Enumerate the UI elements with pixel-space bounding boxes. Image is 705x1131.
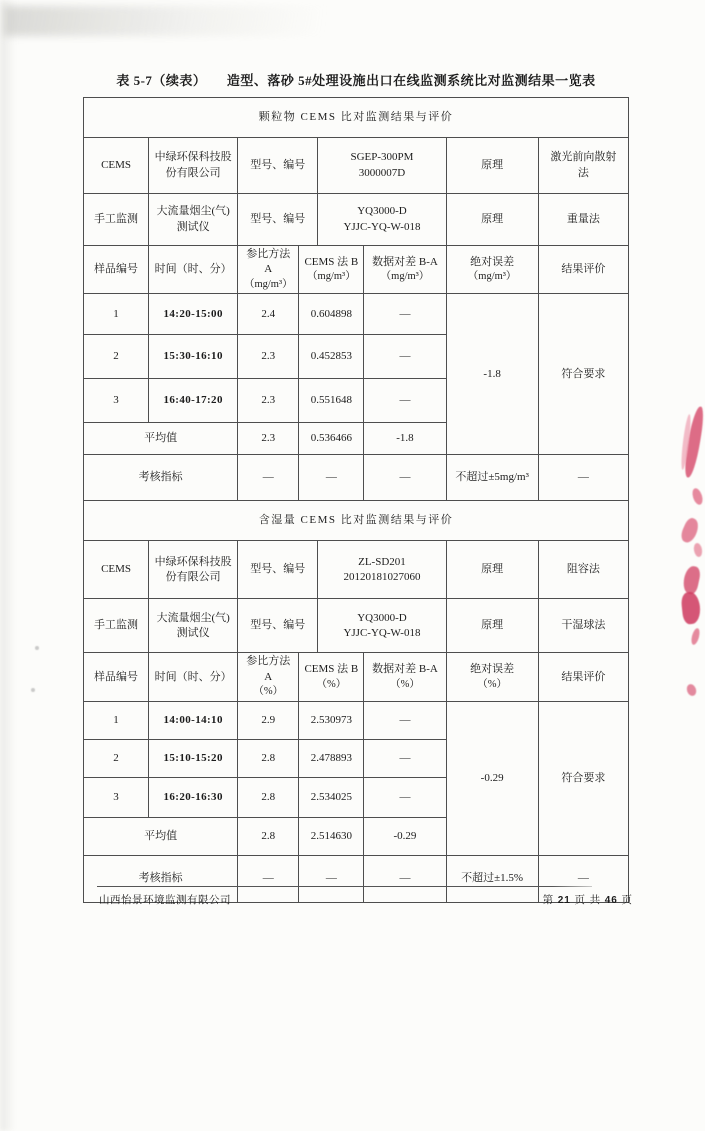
page-number: 21 xyxy=(557,895,571,906)
cell-cems-role: CEMS xyxy=(84,138,149,194)
cell-assessment-ref: — xyxy=(238,855,299,902)
cell-manual-device: 大流量烟尘(气)测试仪 xyxy=(149,194,238,246)
model-line2: YJJC-YQ-W-018 xyxy=(343,220,421,233)
cell-diff-value: — xyxy=(364,379,446,423)
stamp-mark xyxy=(679,516,702,545)
cell-manual-model xyxy=(318,599,446,653)
model-line1: SGEP-300PM xyxy=(350,151,414,164)
cell-time: 16:20-16:30 xyxy=(149,777,238,817)
cell-cems-principle: 激光前向散射法 xyxy=(538,138,628,194)
stamp-mark xyxy=(681,565,701,596)
cell-assessment-ref: — xyxy=(238,455,299,501)
cell-time: 16:40-17:20 xyxy=(149,379,238,423)
cell-assessment-result: — xyxy=(538,855,628,902)
scan-shadow-left xyxy=(0,0,16,1131)
cell-model-label: 型号、编号 xyxy=(238,541,318,599)
page-label-prefix: 第 xyxy=(542,895,555,906)
cell-manual-role: 手工监测 xyxy=(84,194,149,246)
scan-speck xyxy=(31,688,35,692)
cell-assessment-diff: — xyxy=(364,455,446,501)
col-header-abs-error: 绝对误差 （%） xyxy=(446,653,538,701)
col-header-result: 结果评价 xyxy=(538,653,628,701)
cell-cems-model xyxy=(318,138,446,194)
cell-manual-principle: 干湿球法 xyxy=(538,599,628,653)
cell-model-label: 型号、编号 xyxy=(238,194,318,246)
model-line1: YQ3000-D xyxy=(357,205,407,218)
cell-manual-device: 大流量烟尘(气)测试仪 xyxy=(149,599,238,653)
stamp-mark xyxy=(690,627,701,645)
cell-average-label: 平均值 xyxy=(84,817,238,855)
cell-sample-no: 2 xyxy=(84,739,149,777)
model-line2: YJJC-YQ-W-018 xyxy=(343,626,421,639)
cell-diff-value: — xyxy=(364,777,446,817)
section-title-moisture: 含湿量 CEMS 比对监测结果与评价 xyxy=(84,501,629,541)
cell-cems-model xyxy=(318,541,446,599)
cell-diff-value: — xyxy=(364,739,446,777)
cell-average-cems: 2.514630 xyxy=(299,817,364,855)
model-line1: YQ3000-D xyxy=(357,611,407,624)
cell-sample-no: 3 xyxy=(84,379,149,423)
stamp-mark xyxy=(680,591,701,625)
cell-assessment-cems: — xyxy=(299,855,364,902)
cell-assessment-label: 考核指标 xyxy=(84,455,238,501)
cell-assessment-label: 考核指标 xyxy=(84,855,238,902)
cell-model-label: 型号、编号 xyxy=(238,599,318,653)
cell-average-diff: -0.29 xyxy=(364,817,446,855)
cell-ref-value: 2.3 xyxy=(238,335,299,379)
cell-average-diff: -1.8 xyxy=(364,423,446,455)
col-header-time: 时间（时、分） xyxy=(149,653,238,701)
cell-cems-role: CEMS xyxy=(84,541,149,599)
page-label-suffix: 页 xyxy=(621,895,633,906)
col-header-result: 结果评价 xyxy=(538,246,628,294)
col-header-cems: CEMS 法 B （mg/m³） xyxy=(299,246,364,294)
cell-principle-label: 原理 xyxy=(446,599,538,653)
cell-average-cems: 0.536466 xyxy=(299,423,364,455)
col-header-sample: 样品编号 xyxy=(84,653,149,701)
col-header-reference: 参比方法 A （mg/m³） xyxy=(238,246,299,294)
scan-speck xyxy=(35,646,39,650)
model-line2: 3000007D xyxy=(358,166,406,179)
cell-time: 15:10-15:20 xyxy=(149,739,238,777)
model-line1: ZL-SD201 xyxy=(358,555,406,568)
cell-ref-value: 2.4 xyxy=(238,294,299,335)
cell-cems-vendor: 中绿环保科技股份有限公司 xyxy=(149,138,238,194)
cell-assessment-abs: 不超过±5mg/m³ xyxy=(446,455,538,501)
scan-shadow-top xyxy=(4,6,324,36)
cell-ref-value: 2.3 xyxy=(238,379,299,423)
footer-page-indicator xyxy=(543,892,633,907)
col-header-diff: 数据对差 B-A （mg/m³） xyxy=(364,246,446,294)
cell-principle-label: 原理 xyxy=(446,541,538,599)
cell-diff-value: — xyxy=(364,335,446,379)
cell-diff-value: — xyxy=(364,701,446,739)
section-title-particulate: 颗粒物 CEMS 比对监测结果与评价 xyxy=(84,98,629,138)
cell-time: 15:30-16:10 xyxy=(149,335,238,379)
stamp-mark xyxy=(685,683,698,697)
cell-cems-value: 2.534025 xyxy=(299,777,364,817)
cell-cems-vendor: 中绿环保科技股份有限公司 xyxy=(149,541,238,599)
cell-average-ref: 2.3 xyxy=(238,423,299,455)
cell-ref-value: 2.8 xyxy=(238,739,299,777)
cell-sample-no: 2 xyxy=(84,335,149,379)
cell-cems-value: 2.478893 xyxy=(299,739,364,777)
footer-rule xyxy=(97,886,592,887)
col-header-abs-error: 绝对误差 （mg/m³） xyxy=(446,246,538,294)
cell-diff-value: — xyxy=(364,294,446,335)
col-header-time: 时间（时、分） xyxy=(149,246,238,294)
footer-company: 山西怡景环境监测有限公司 xyxy=(99,895,231,906)
cell-sample-no: 3 xyxy=(84,777,149,817)
cell-sample-no: 1 xyxy=(84,701,149,739)
stamp-mark xyxy=(691,487,705,506)
cell-ref-value: 2.8 xyxy=(238,777,299,817)
col-header-sample: 样品编号 xyxy=(84,246,149,294)
cell-assessment-abs: 不超过±1.5% xyxy=(446,855,538,902)
cell-principle-label: 原理 xyxy=(446,194,538,246)
cell-abs-error-merged: -0.29 xyxy=(446,701,538,855)
cell-evaluation-merged: 符合要求 xyxy=(538,701,628,855)
cell-time: 14:20-15:00 xyxy=(149,294,238,335)
cell-cems-value: 0.452853 xyxy=(299,335,364,379)
cell-manual-principle: 重量法 xyxy=(538,194,628,246)
stamp-mark xyxy=(693,542,703,557)
col-header-reference: 参比方法 A （%） xyxy=(238,653,299,701)
cell-time: 14:00-14:10 xyxy=(149,701,238,739)
cell-principle-label: 原理 xyxy=(446,138,538,194)
cell-cems-value: 2.530973 xyxy=(299,701,364,739)
page-label-middle: 页 共 xyxy=(574,895,602,906)
cell-average-ref: 2.8 xyxy=(238,817,299,855)
cell-cems-principle: 阻容法 xyxy=(538,541,628,599)
cell-manual-model xyxy=(318,194,446,246)
cell-ref-value: 2.9 xyxy=(238,701,299,739)
cell-average-label: 平均值 xyxy=(84,423,238,455)
cell-cems-value: 0.551648 xyxy=(299,379,364,423)
cell-evaluation-merged: 符合要求 xyxy=(538,294,628,455)
cell-cems-value: 0.604898 xyxy=(299,294,364,335)
cell-assessment-result: — xyxy=(538,455,628,501)
cell-assessment-cems: — xyxy=(299,455,364,501)
cell-manual-role: 手工监测 xyxy=(84,599,149,653)
page-total: 46 xyxy=(604,895,618,906)
cell-model-label: 型号、编号 xyxy=(238,138,318,194)
col-header-cems: CEMS 法 B （%） xyxy=(299,653,364,701)
monitoring-results-table xyxy=(83,97,629,903)
model-line2: 20120181027060 xyxy=(343,570,421,583)
cell-assessment-diff: — xyxy=(364,855,446,902)
cell-abs-error-merged: -1.8 xyxy=(446,294,538,455)
cell-sample-no: 1 xyxy=(84,294,149,335)
col-header-diff: 数据对差 B-A （%） xyxy=(364,653,446,701)
page-title: 表 5-7（续表） 造型、落砂 5#处理设施出口在线监测系统比对监测结果一览表 xyxy=(116,73,596,88)
